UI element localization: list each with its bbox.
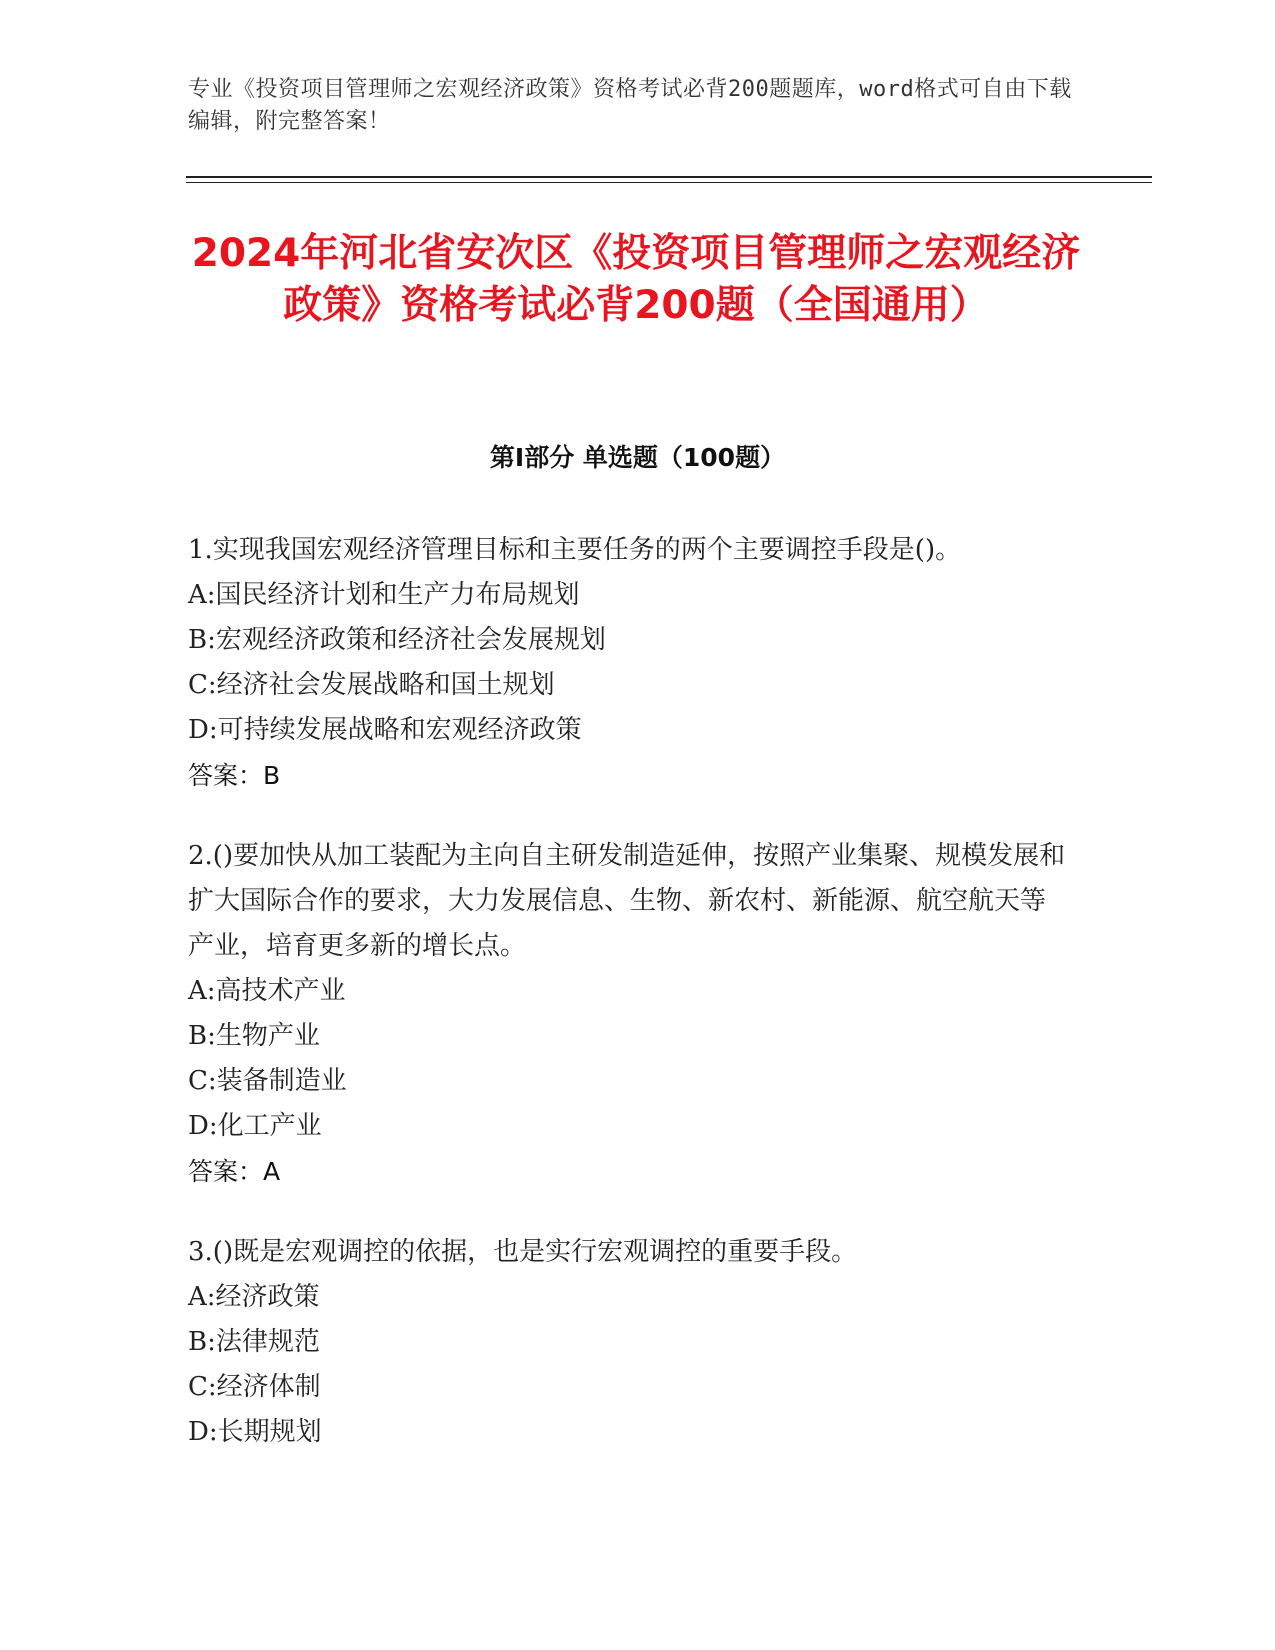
option-c: C:经济体制 (188, 1372, 321, 1402)
question-stem: 1.实现我国宏观经济管理目标和主要任务的两个主要调控手段是()。 (188, 535, 962, 565)
option-d: D:可持续发展战略和宏观经济政策 (188, 715, 582, 745)
option-b: B:生物产业 (188, 1021, 320, 1051)
header-note: 专业《投资项目管理师之宏观经济政策》资格考试必背200题题库，word格式可自由下载编辑，附完整答案！ (188, 77, 1072, 134)
header-rule-thick (186, 176, 1152, 178)
question-list (188, 528, 1068, 1491)
option-c: C:经济社会发展战略和国土规划 (188, 670, 555, 700)
question-1 (188, 528, 1068, 798)
option-a: A:经济政策 (188, 1282, 320, 1312)
option-c: C:装备制造业 (188, 1066, 347, 1096)
answer: 答案：A (188, 1157, 281, 1186)
option-b: B:宏观经济政策和经济社会发展规划 (188, 625, 606, 655)
question-stem: 2.()要加快从加工装配为主向自主研发制造延伸，按照产业集聚、规模发展和扩大国际合作的要求，大力发展信息、生物、新农村、新能源、航空航天等产业，培育更多新的增长点。 (188, 841, 1066, 961)
document-title: 2024年河北省安次区《投资项目管理师之宏观经济政策》资格考试必背200题（全国通用） (191, 231, 1081, 328)
option-b: B:法律规范 (188, 1327, 320, 1357)
option-a: A:国民经济计划和生产力布局规划 (188, 580, 580, 610)
question-stem: 3.()既是宏观调控的依据，也是实行宏观调控的重要手段。 (188, 1237, 858, 1267)
option-a: A:高技术产业 (188, 976, 346, 1006)
option-d: D:化工产业 (188, 1111, 322, 1141)
question-3 (188, 1230, 1068, 1455)
section-heading: 第Ⅰ部分 单选题（100题） (489, 443, 786, 472)
question-2 (188, 834, 1068, 1194)
option-d: D:长期规划 (188, 1417, 322, 1447)
answer: 答案：B (188, 761, 281, 790)
header-rule-thin (186, 182, 1152, 183)
